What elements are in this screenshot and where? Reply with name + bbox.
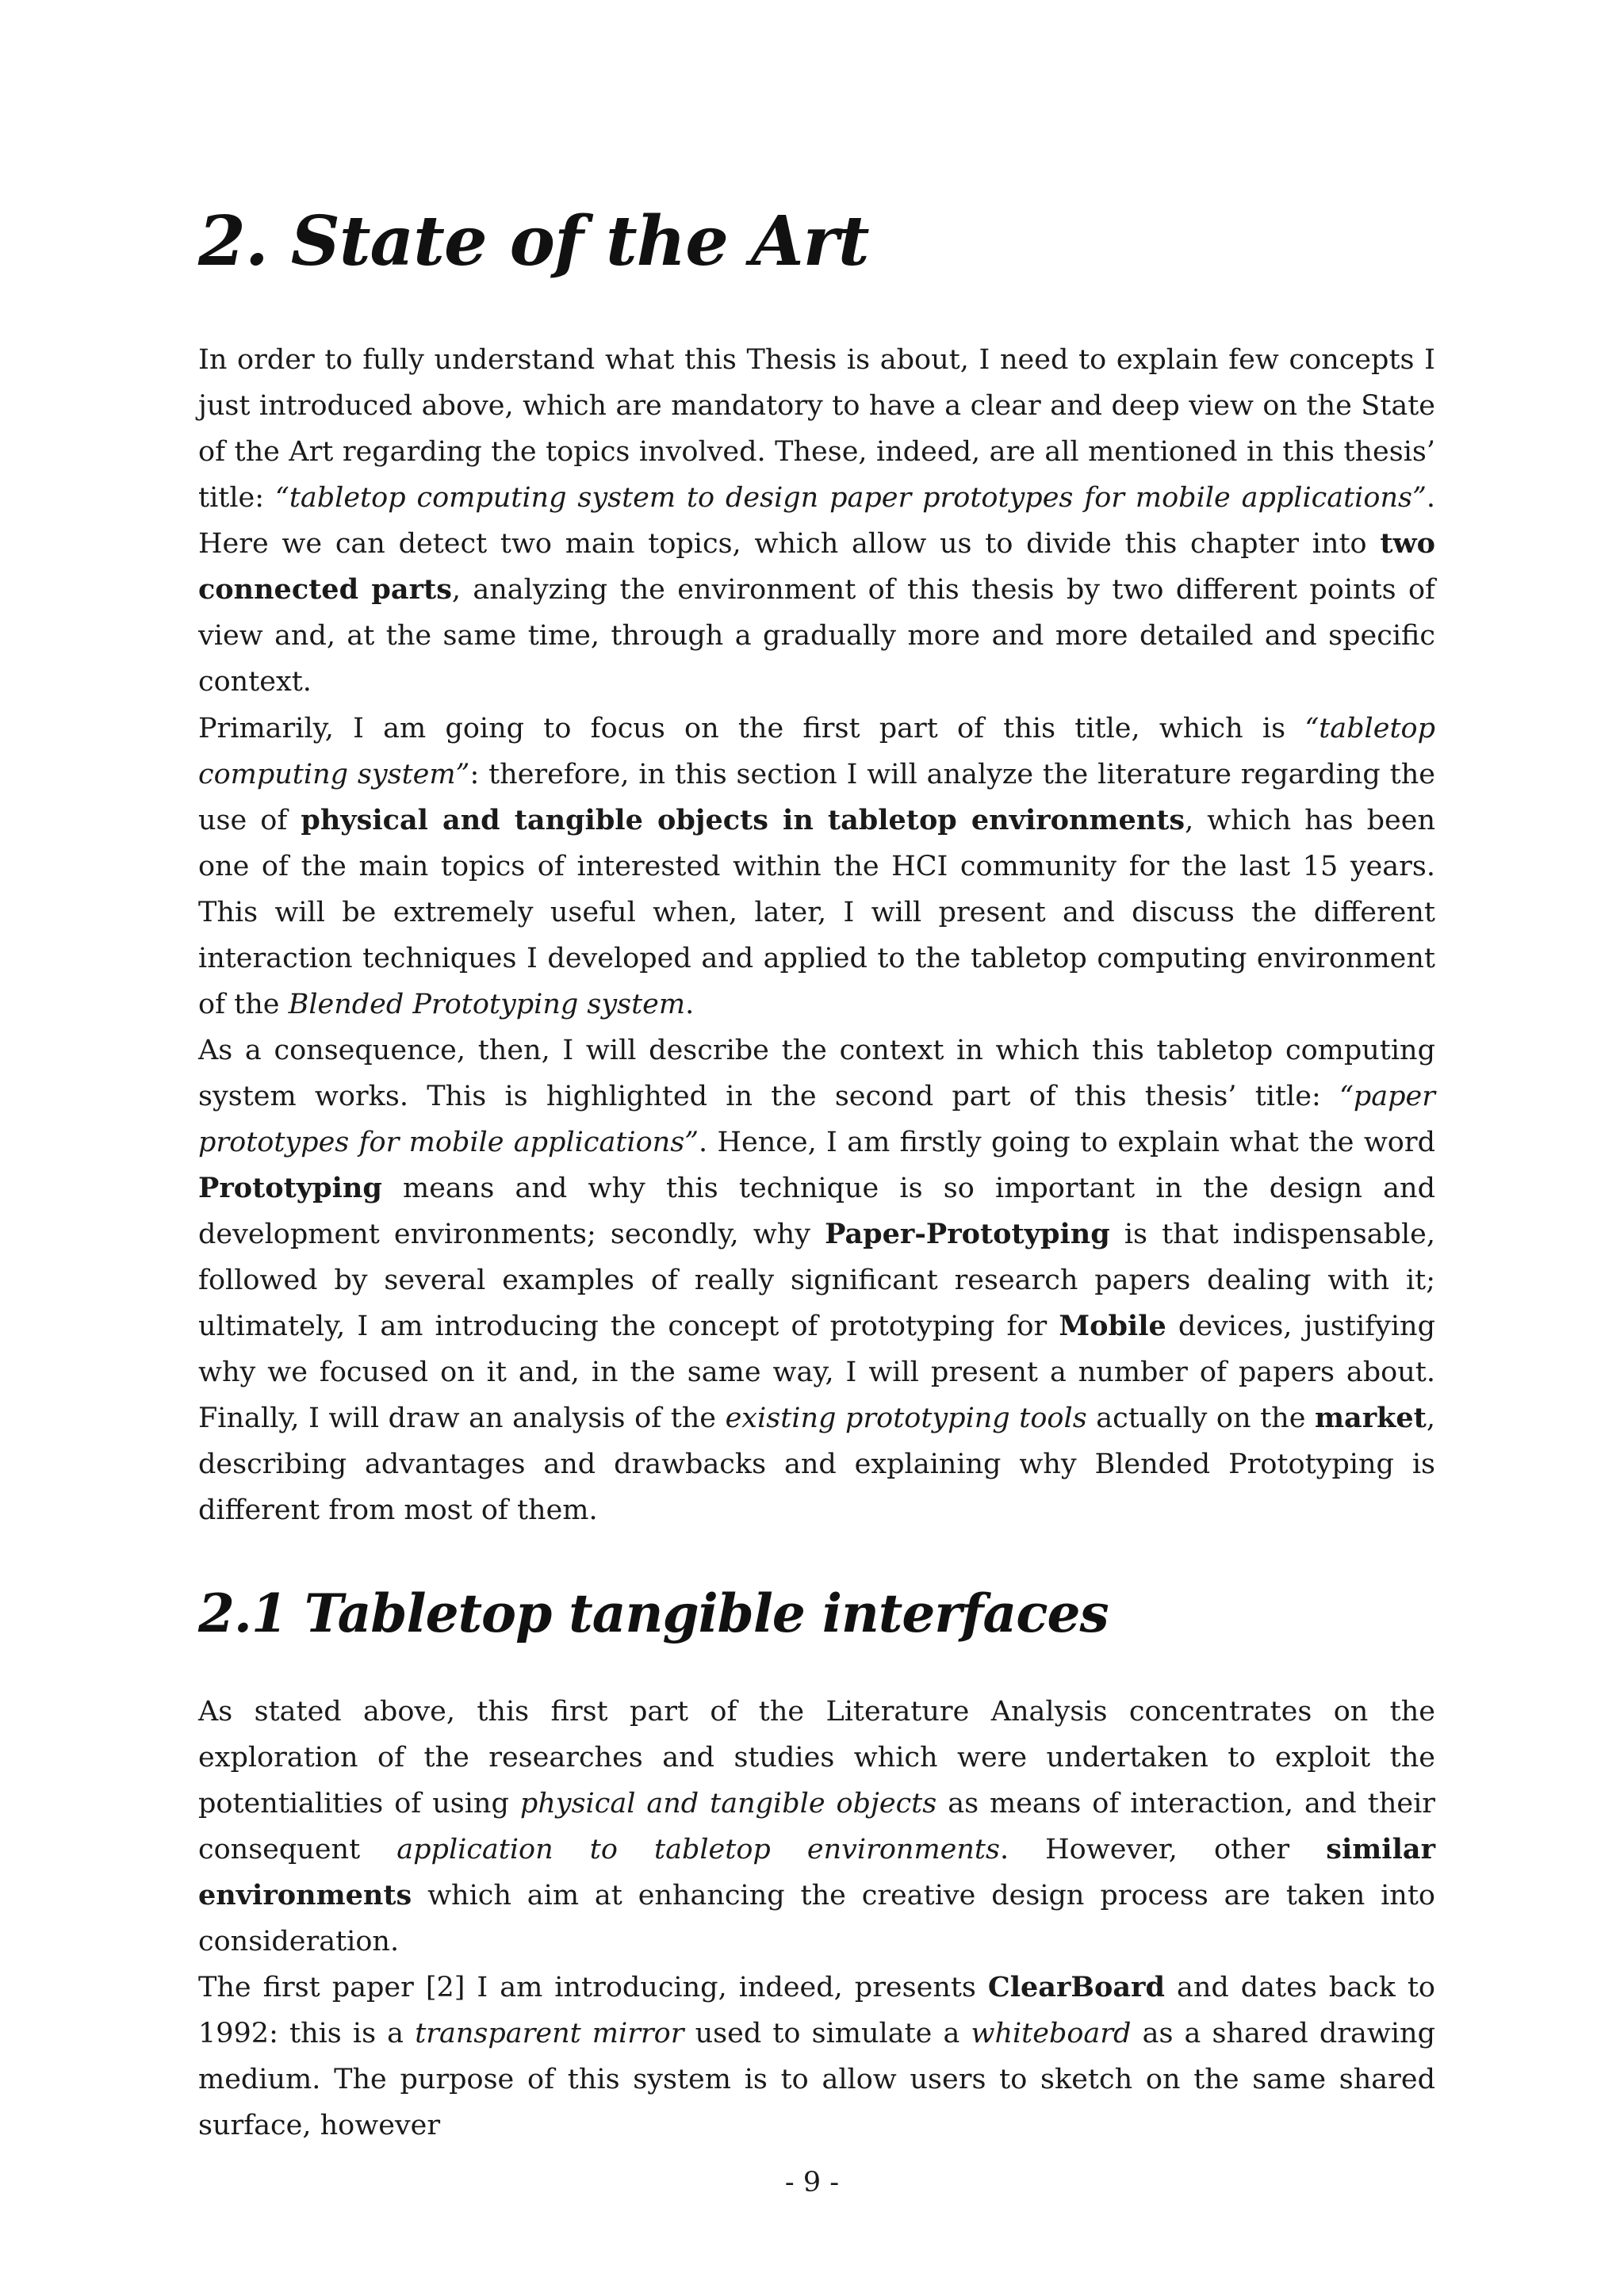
bold-text: physical and tangible objects in tabletop environments [301,804,1185,836]
text: which aim at enhancing the creative design process are taken into consideration. [198,1880,1435,1957]
italic-text: Blended Prototyping system [288,989,686,1020]
bold-text: similar environments [198,1833,1436,1911]
text: As a consequence, then, I will describe the context in which this tabletop computing system works. This is highlighted in the second part of this thesis’ title: [198,1035,1435,1112]
paragraph-clearboard [198,1965,1435,2149]
text: In order to fully understand what this Thesis is about, I need to explain few concepts I just introduced above, which are mandatory to have a clear and deep view on the State of the Art regarding the topics involved. These, indeed, are all mentioned in this thesis’ title: [198,344,1435,514]
paragraph-consequence [198,1027,1435,1533]
bold-text: Paper-Prototyping [825,1218,1110,1250]
text: The first paper [2] I am introducing, indeed, presents [198,1972,988,2003]
paragraph-intro [198,337,1435,705]
italic-text: “tabletop computing system” [198,713,1435,790]
text: as means of interaction, and their consequent [198,1788,1435,1866]
text: , describing advantages and drawbacks and explaining why Blended Prototyping is different from most of them. [198,1402,1435,1526]
text: actually on the [1086,1402,1316,1434]
text: as a shared drawing medium. The purpose of this system is to allow users to sketch on the same shared surface, however [198,2018,1435,2141]
text: is that indispensable, followed by several examples of really significant research papers dealing with it; ultimately, I am introducing the concept of prototyping for [198,1219,1435,1342]
italic-text: physical and tangible objects [519,1788,937,1820]
italic-text: application to tabletop environments [396,1834,1000,1866]
text: As stated above, this first part of the Literature Analysis concentrates on the exploration of the researches and studies which were undertaken to exploit the potentialities of using [198,1696,1435,1820]
text: . [685,989,695,1020]
italic-text: “tabletop computing system to design paper prototypes for mobile applications” [274,482,1427,514]
text: used to simulate a [684,2018,971,2049]
text: , analyzing the environment of this thesis by two different points of view and, at the same time, through a gradually more and more detailed and specific context. [198,574,1435,698]
bold-text: market [1315,1402,1427,1434]
text: . Hence, I am firstly going to explain what the word [699,1127,1435,1158]
bold-text: two connected parts [198,527,1435,606]
text: and dates back to 1992: this is a [198,1972,1435,2049]
section-heading: 2.1 Tabletop tangible interfaces [198,1582,1109,1644]
text: devices, justifying why we focused on it and, in the same way, I will present a number of papers about. Finally, I will draw an analysis of the [198,1311,1436,1434]
italic-text: existing prototyping tools [725,1402,1087,1434]
italic-text: “paper prototypes for mobile applications” [198,1081,1435,1158]
text: : therefore, in this section I will analyze the literature regarding the use of [198,759,1435,836]
bold-text: Mobile [1059,1310,1166,1342]
bold-text: Prototyping [198,1172,382,1204]
page-number: - 9 - [784,2167,840,2198]
italic-text: whiteboard [971,2018,1132,2049]
text: . However, other [999,1834,1327,1866]
chapter-heading: 2. State of the Art [198,201,869,281]
text: . Here we can detect two main topics, which allow us to divide this chapter into [198,482,1435,560]
paragraph-primarily [198,706,1435,1027]
bold-text: ClearBoard [987,1971,1165,2003]
text: means and why this technique is so important in the design and development environments; secondly, why [198,1173,1435,1250]
text: , which has been one of the main topics of interested within the HCI community for the last 15 years. This will be extremely useful when, later, I will present and discuss the different interaction techniques I developed and applied to the tabletop computing environment of the [198,805,1435,1020]
paragraph-tabletop-intro [198,1689,1435,1965]
text: Primarily, I am going to focus on the first part of this title, which is [198,713,1305,744]
italic-text: transparent mirror [415,2018,684,2049]
